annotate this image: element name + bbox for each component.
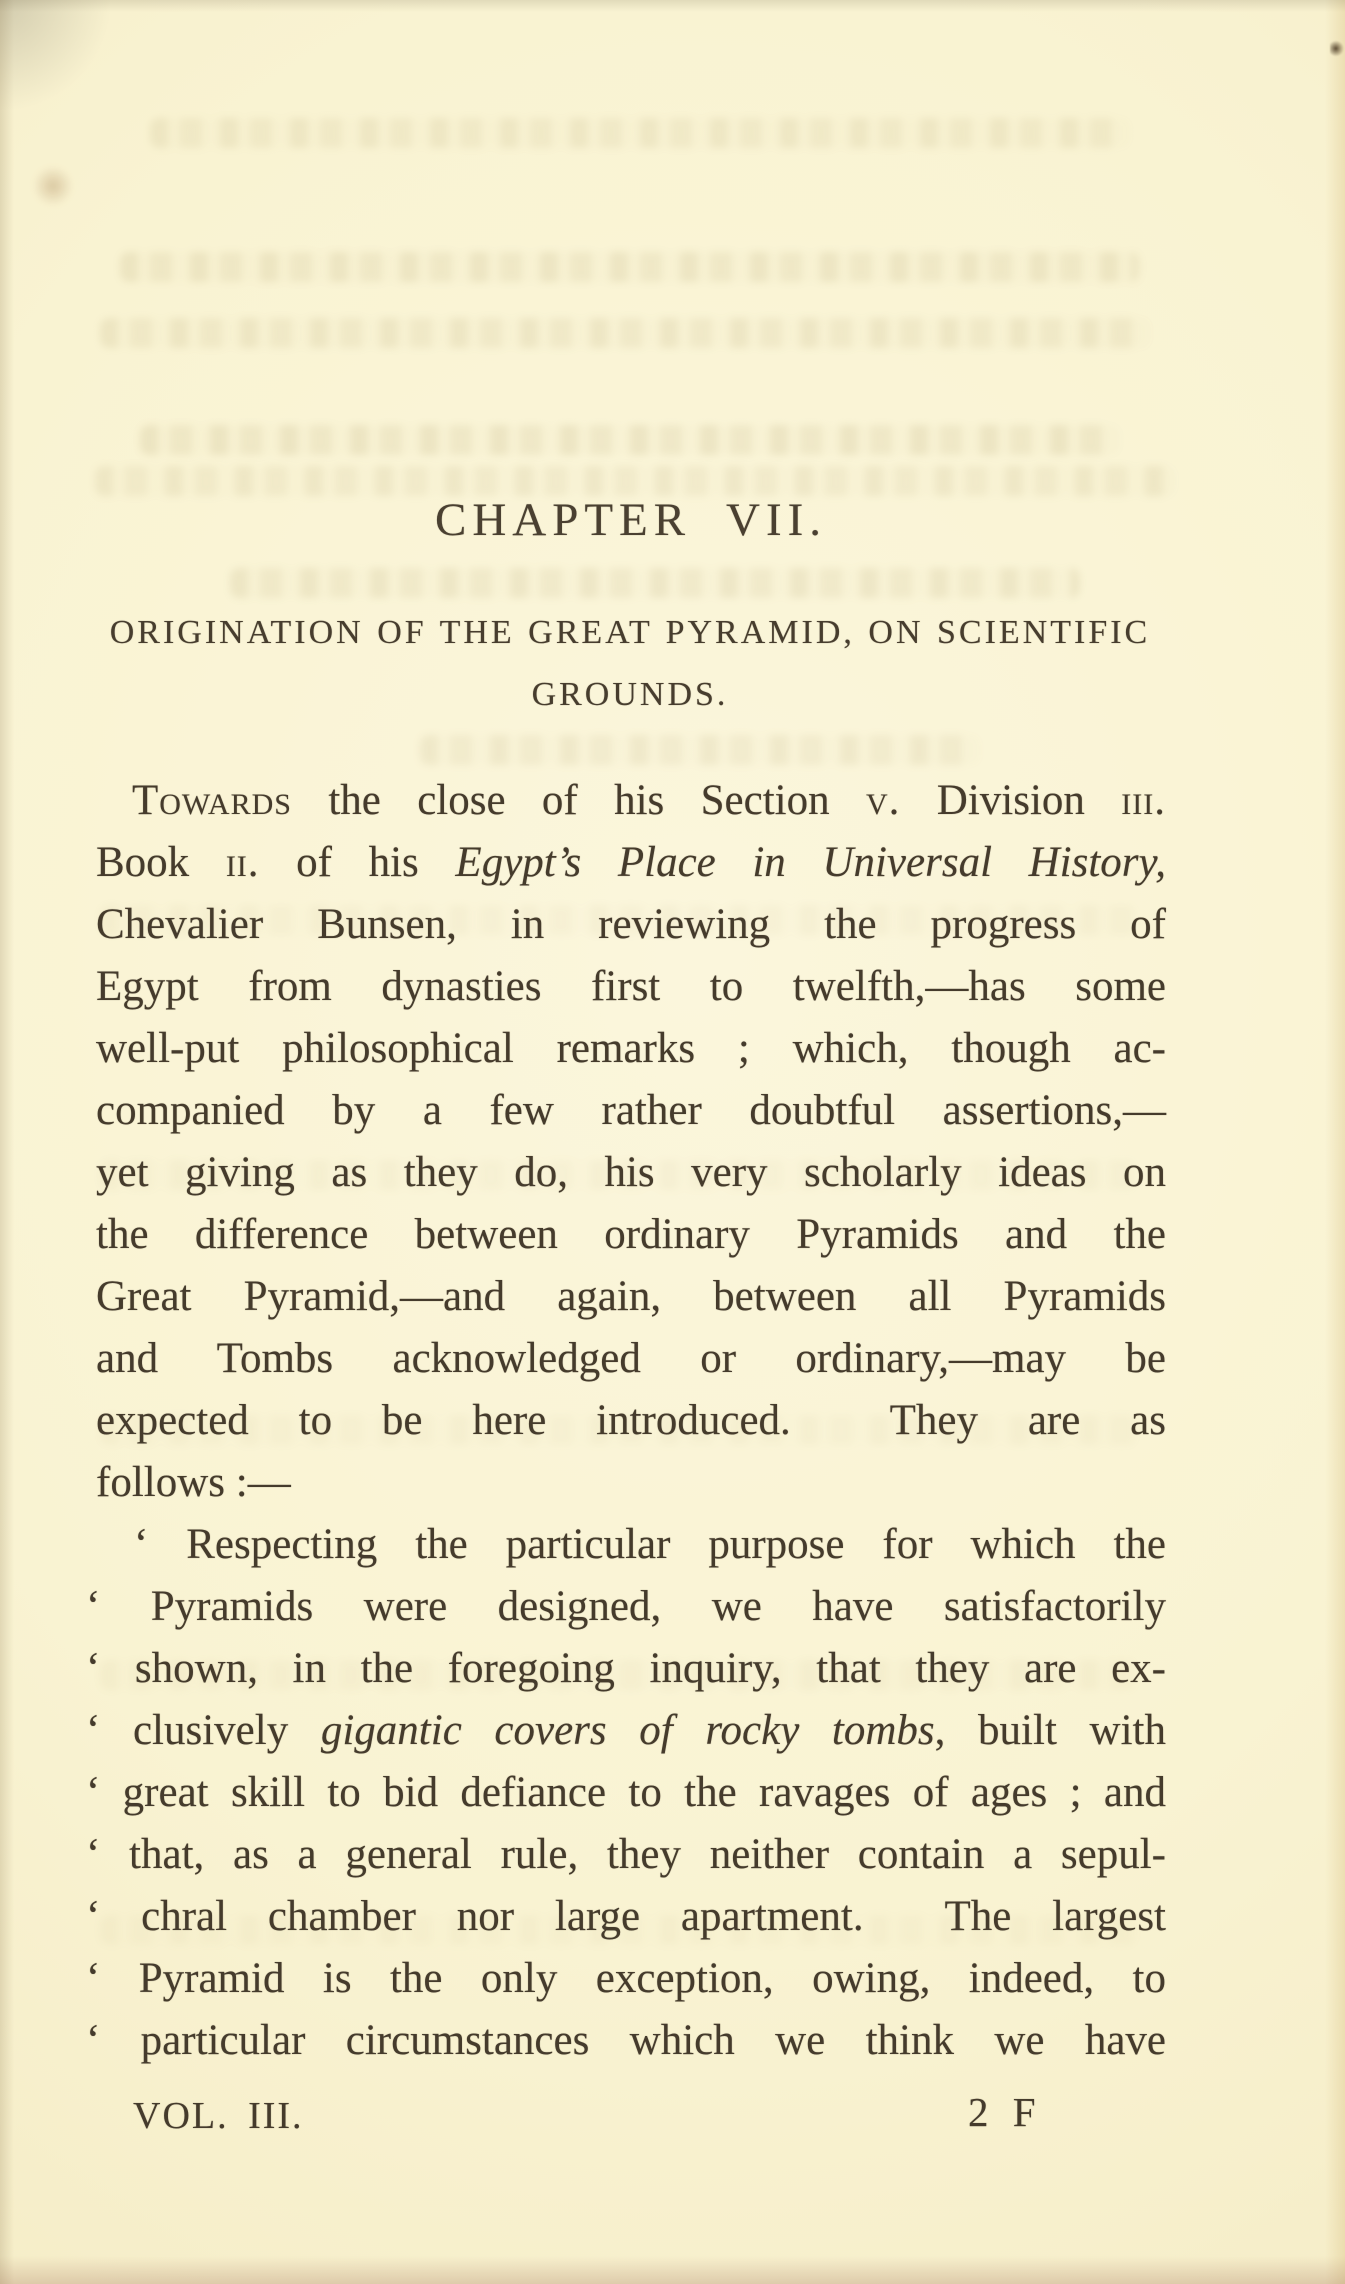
text-line: ‘ that, as a general rule, they neither contain a sepul- <box>86 1831 1166 1878</box>
scan-edge-bottom <box>0 2256 1345 2284</box>
text-line: Book ii. of his Egypt’s Place in Universal History, <box>96 839 1167 886</box>
text-line: follows :— <box>96 1459 291 1506</box>
text-line: well-put philosophical remarks ; which, though ac- <box>96 1025 1166 1072</box>
text-line: the difference between ordinary Pyramids and the <box>96 1211 1166 1258</box>
bleedthrough-ghost <box>420 735 980 765</box>
body-text <box>86 770 1167 2072</box>
bleedthrough-ghost <box>100 318 1150 348</box>
text-line: ‘ shown, in the foregoing inquiry, that they are ex- <box>86 1645 1166 1692</box>
signature-mark: 2 F <box>968 2089 1043 2135</box>
text-line: ‘ Pyramids were designed, we have satisfactorily <box>86 1583 1166 1630</box>
scan-edge-left <box>0 0 14 2284</box>
chapter-subtitle <box>90 602 1170 726</box>
subtitle-line-2: GROUNDS. <box>531 676 729 713</box>
bleedthrough-ghost <box>120 252 1140 282</box>
text-line: ‘ particular circumstances which we think we have <box>86 2017 1166 2064</box>
text-line: ‘ Pyramid is the only exception, owing, indeed, to <box>86 1955 1166 2002</box>
ink-speck <box>1330 40 1345 57</box>
text-line: yet giving as they do, his very scholarly ideas on <box>96 1149 1166 1196</box>
text-line: ‘ great skill to bid defiance to the ravages of ages ; and <box>86 1769 1166 1816</box>
scan-edge-right <box>1325 0 1345 2284</box>
subtitle-line-1: ORIGINATION OF THE GREAT PYRAMID, ON SCIENTIFIC <box>109 614 1151 651</box>
text-line: Chevalier Bunsen, in reviewing the progress of <box>96 901 1166 948</box>
scan-corner-shadow <box>0 0 110 110</box>
bleedthrough-ghost <box>150 118 1130 148</box>
paper-smudge <box>32 166 74 206</box>
page-footer <box>0 2088 1345 2158</box>
text-line: and Tombs acknowledged or ordinary,—may be <box>96 1335 1166 1382</box>
text-line: ‘ Respecting the particular purpose for which the <box>134 1521 1166 1568</box>
bleedthrough-ghost <box>140 425 1120 455</box>
text-line: companied by a few rather doubtful assertions,— <box>96 1087 1166 1134</box>
bleedthrough-ghost <box>230 568 1080 598</box>
text-line: Towards the close of his Section v. Division iii. <box>132 777 1166 824</box>
paragraph-quote <box>86 1514 1166 2072</box>
paragraph-opening <box>96 770 1166 1514</box>
text-line: Egypt from dynasties first to twelfth,—has some <box>96 963 1166 1010</box>
volume-label: VOL. III. <box>133 2095 304 2137</box>
chapter-heading: CHAPTER VII. <box>434 494 828 546</box>
text-line: ‘ clusively gigantic covers of rocky tombs, built with <box>86 1707 1166 1754</box>
scan-edge-top <box>0 0 1345 12</box>
text-line: ‘ chral chamber nor large apartment. The largest <box>86 1893 1166 1940</box>
text-line: expected to be here introduced. They are as <box>96 1397 1166 1444</box>
text-line: Great Pyramid,—and again, between all Pyramids <box>96 1273 1166 1320</box>
